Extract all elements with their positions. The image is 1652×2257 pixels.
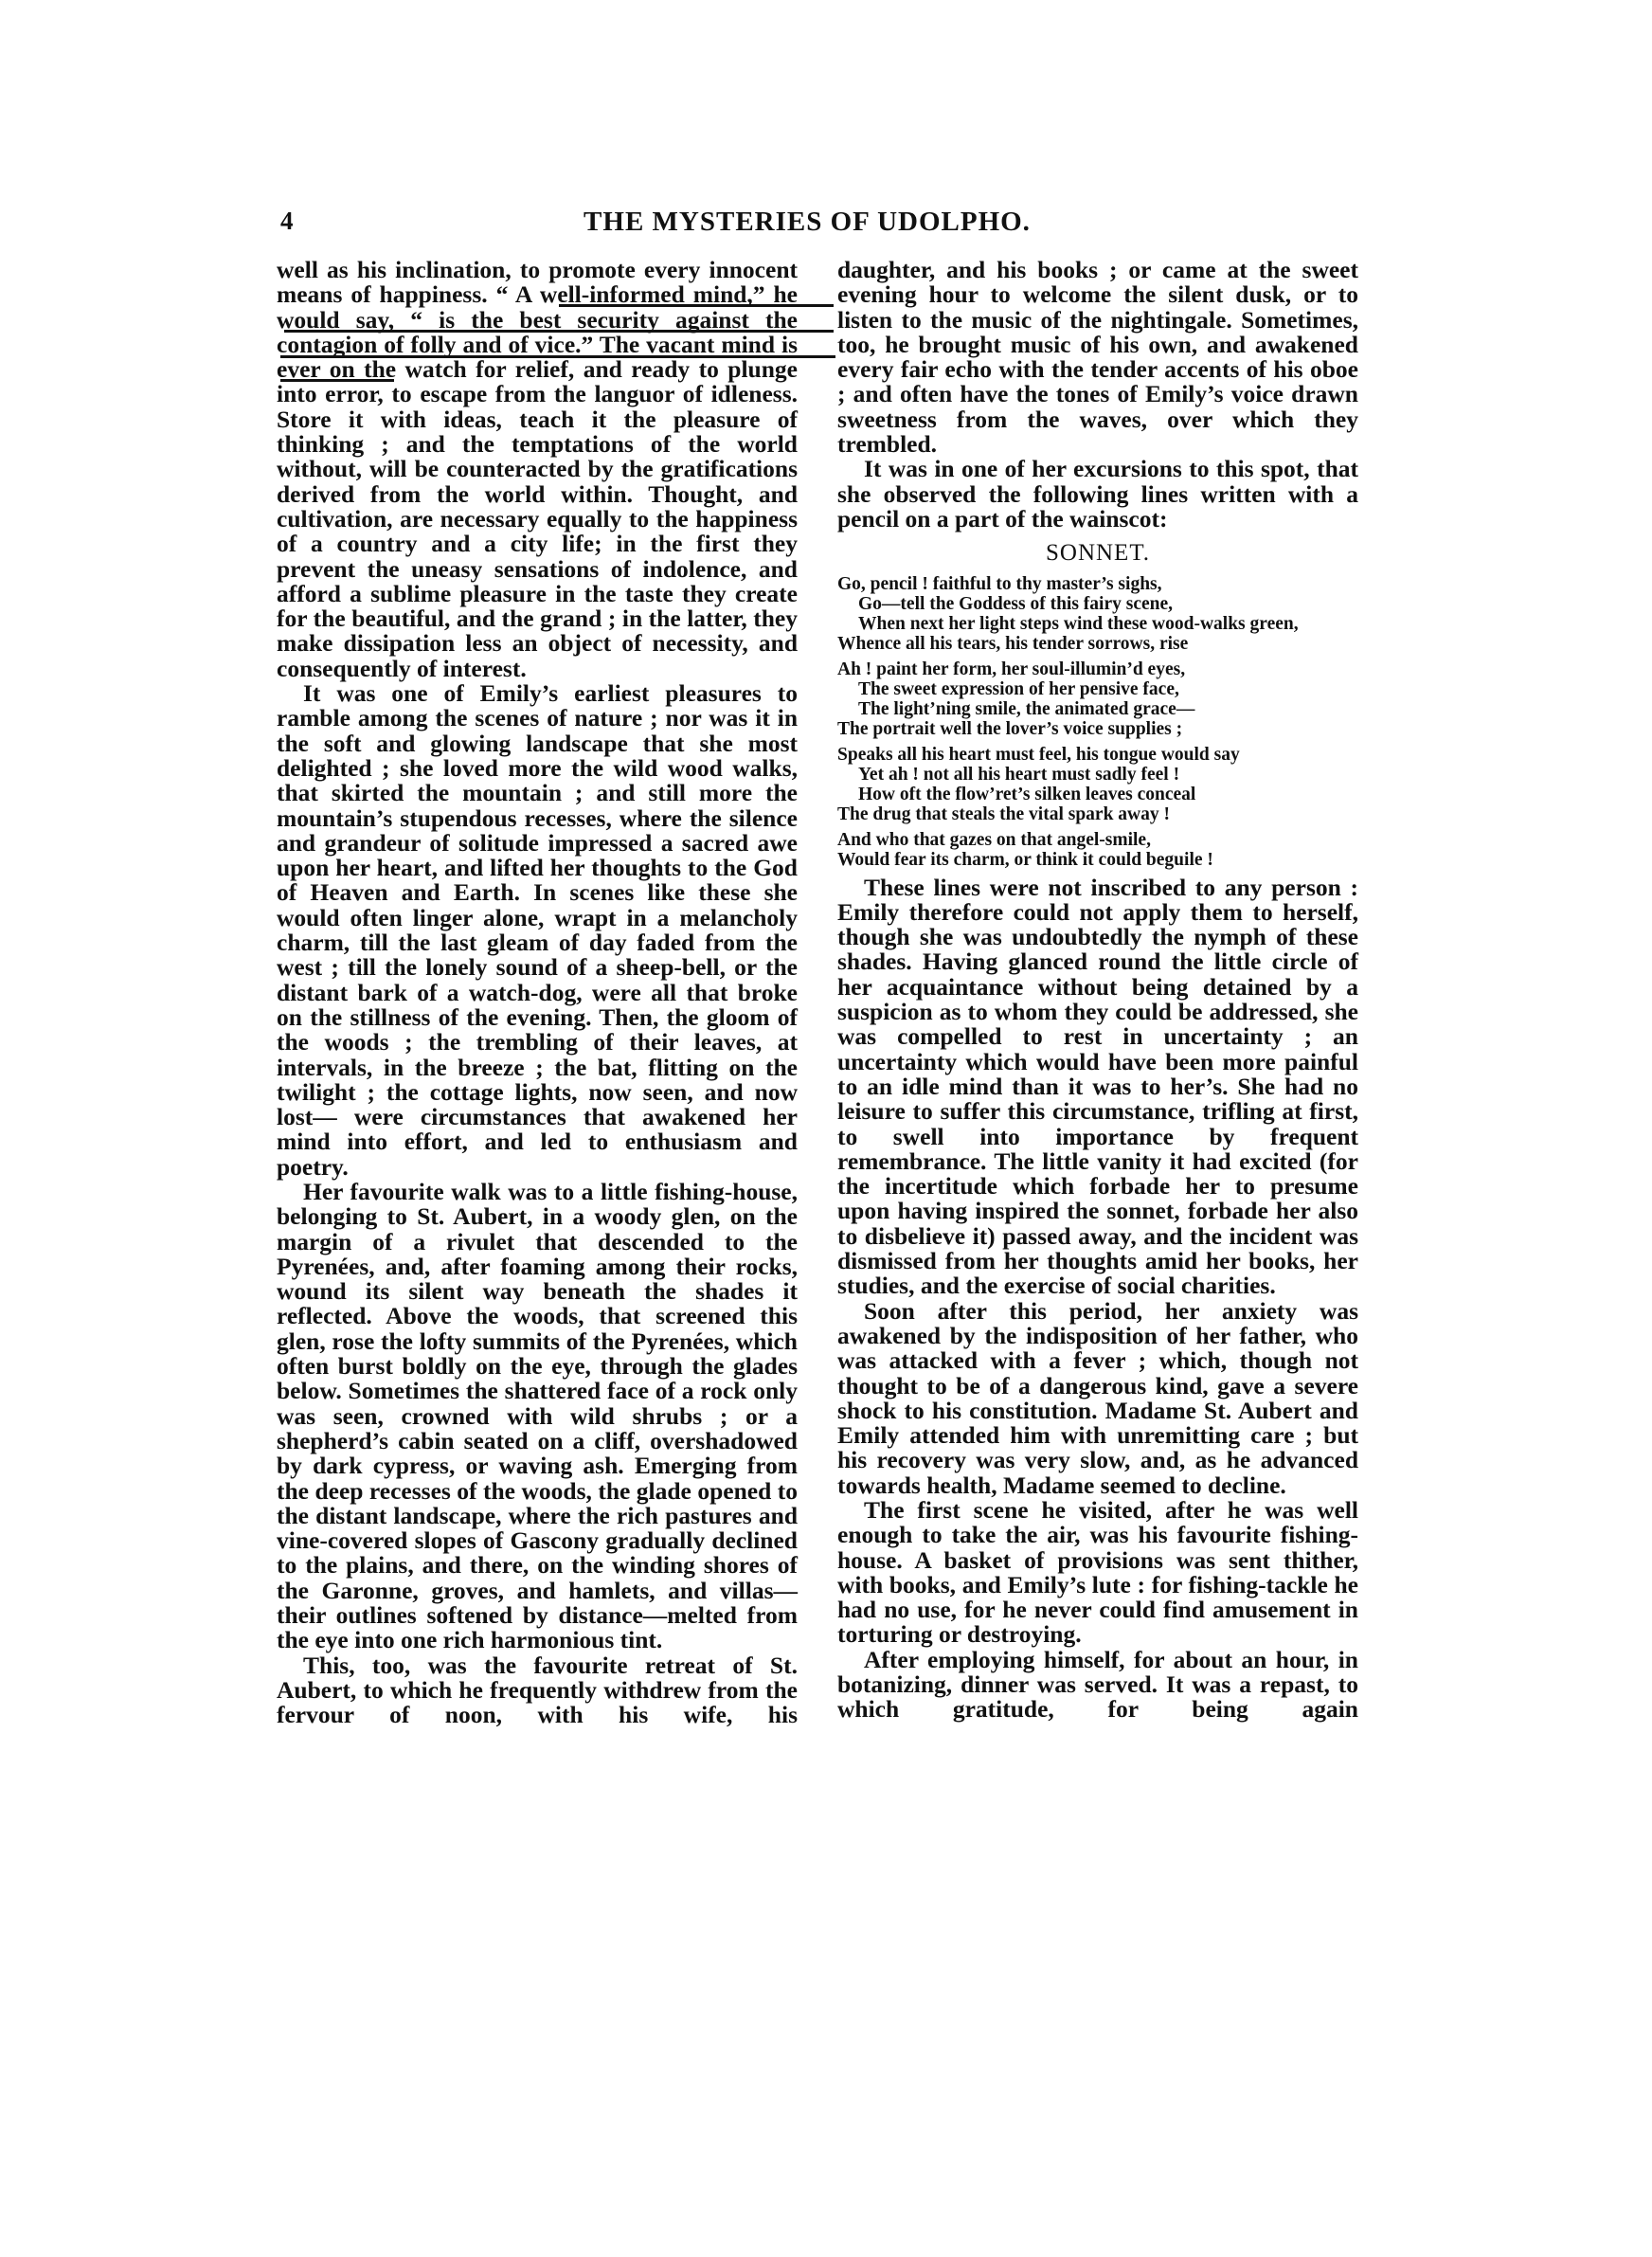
right-paragraph-4: Soon after this period, her anxiety was awakened by the indisposition of her father, who was attacked with a fever ; which, though not thought to be of a dangerous kind, gave a severe shock to his constitution. Madame St. Aubert and Emily attended him with unremitting care ; but his recovery was very slow, and, as he advanced towards health, Madame seemed to decline. <box>837 1296 1358 1499</box>
sonnet-line: Go—tell the Goddess of this fairy scene, <box>858 593 1174 614</box>
sonnet-line: Whence all his tears, his tender sorrows, rise <box>837 633 1189 654</box>
sonnet-line: Speaks all his heart must feel, his tongue would say <box>837 744 1240 765</box>
left-paragraph-4: This, too, was the favourite retreat of St. Aubert, to which he frequently withdrew from the fervour of noon, with his wife, his <box>277 1651 798 1729</box>
right-paragraph-6: After employing himself, for about an hour, in botanizing, dinner was served. It was a repast, to which gratitude, for being again <box>837 1645 1358 1724</box>
left-paragraph-3: Her favourite walk was to a little fishing-house, belonging to St. Aubert, in a woody glen, on the margin of a rivulet that descended to the Pyrenées, and, after foaming among their rocks, wound its silent way beneath the shades it reflected. Above the woods, that screened this glen, rose the lofty summits of the Pyrenées, which often burst boldly on the eye, through the glades below. Sometimes the shattered face of a rock only was seen, crowned with wild shrubs ; or a shepherd’s cabin seated on a cliff, overshadowed by dark cypress, or waving ash. Emerging from the deep recesses of the woods, the glade opened to the distant landscape, where the rich pastures and vine-covered slopes of Gascony gradually declined to the plains, and there, on the winding shores of the Garonne, groves, and hamlets, and villas—their outlines softened by distance—melted from the eye into one rich harmonious tint. <box>277 1177 798 1654</box>
sonnet-line: The light’ning smile, the animated grace— <box>858 698 1195 719</box>
page-header <box>280 207 1334 244</box>
sonnet-line: When next her light steps wind these wood-walks green, <box>858 613 1299 634</box>
sonnet-line: Would fear its charm, or think it could beguile ! <box>837 849 1213 870</box>
sonnet-line: The drug that steals the vital spark away ! <box>837 803 1171 824</box>
sonnet-title: SONNET. <box>1045 540 1150 567</box>
left-paragraph-1: well as his inclination, to promote every innocent means of happiness. “ A well-informed mind,” he would say, “ is the best security against the contagion of folly and of vice.” The vacant mind is ever on the watch for relief, and ready to plunge into error, to escape from the languor of idleness. Store it with ideas, teach it the pleasure of thinking ; and the temptations of the world without, will be counteracted by the gratifications derived from the world within. Thought, and cultivation, are necessary equally to the happiness of a country and a city life; in the first they prevent the uneasy sensations of indolence, and afford a sublime pleasure in the taste they create for the beautiful, and the grand ; in the latter, they make dissipation less an object of necessity, and consequently of interest. <box>277 256 798 682</box>
right-paragraph-1: daughter, and his books ; or came at the sweet evening hour to welcome the silent dusk, or to listen to the music of the nightingale. Sometimes, too, he brought music of his own, and awakened every fair echo with the tender accents of his oboe ; and often have the tones of Emily’s voice drawn sweetness from the waves, over which they trembled. <box>837 256 1358 459</box>
sonnet-line: The portrait well the lover’s voice supplies ; <box>837 718 1183 739</box>
right-paragraph-2: It was in one of her excursions to this spot, that she observed the following lines written with a pencil on a part of the wainscot: <box>837 455 1358 533</box>
right-paragraph-5: The first scene he visited, after he was well enough to take the air, was his favourite fishing-house. A basket of provisions was sent thither, with books, and Emily’s lute : for fishing-tackle he had no use, for he never could find amusement in torturing or destroying. <box>837 1495 1358 1649</box>
sonnet-stanza <box>837 745 1358 824</box>
sonnet-line: How oft the flow’ret’s silken leaves conceal <box>858 784 1196 804</box>
right-column <box>837 258 1358 1723</box>
page-number: 4 <box>280 207 294 235</box>
left-paragraph-2: It was one of Emily’s earliest pleasures to ramble among the scenes of nature ; nor was it in the soft and glowing landscape that she most delighted ; she loved more the wild wood walks, that skirted the mountain ; and still more the mountain’s stupendous recesses, where the silence and grandeur of solitude impressed a sacred awe upon her heart, and lifted her thoughts to the God of Heaven and Earth. In scenes like these she would often linger alone, wrapt in a melancholy charm, till the last gleam of day faded from the west ; till the lonely sound of a sheep-bell, or the distant bark of a watch-dog, were all that broke on the stillness of the evening. Then, the gloom of the woods ; the trembling of their leaves, at intervals, in the breeze ; the bat, flitting on the twilight ; the cottage lights, now seen, and now lost— were circumstances that awakened her mind into effort, and led to enthusiasm and poetry. <box>277 679 798 1181</box>
right-paragraph-3: These lines were not inscribed to any person : Emily therefore could not apply them to herself, though she was undoubtedly the nymph of these shades. Having glanced round the little circle of her acquaintance without being detained by a suspicion as to whom they could be addressed, she was compelled to rest in uncertainty ; an uncertainty which would have been more painful to an idle mind than it was to her’s. She had no leisure to suffer this circumstance, trifling at first, to swell into importance by frequent remembrance. The little vanity it had excited (for the incertitude which forbade her to presume upon having inspired the sonnet, forbade her also to disbelieve it) passed away, and the incident was dismissed from her thoughts amid her books, her studies, and the exercise of social charities. <box>837 873 1358 1300</box>
running-title: THE MYSTERIES OF UDOLPHO. <box>584 207 1031 237</box>
sonnet-stanza <box>837 830 1358 870</box>
sonnet-line: Yet ah ! not all his heart must sadly feel ! <box>858 764 1180 785</box>
left-column <box>277 258 798 1728</box>
sonnet-line: Go, pencil ! faithful to thy master’s sighs, <box>837 573 1162 594</box>
sonnet-line: And who that gazes on that angel-smile, <box>837 829 1151 850</box>
sonnet-line: The sweet expression of her pensive face, <box>858 678 1179 699</box>
sonnet-stanza <box>837 574 1358 654</box>
sonnet-stanza <box>837 659 1358 739</box>
sonnet-line: Ah ! paint her form, her soul-illumin’d eyes, <box>837 659 1186 679</box>
